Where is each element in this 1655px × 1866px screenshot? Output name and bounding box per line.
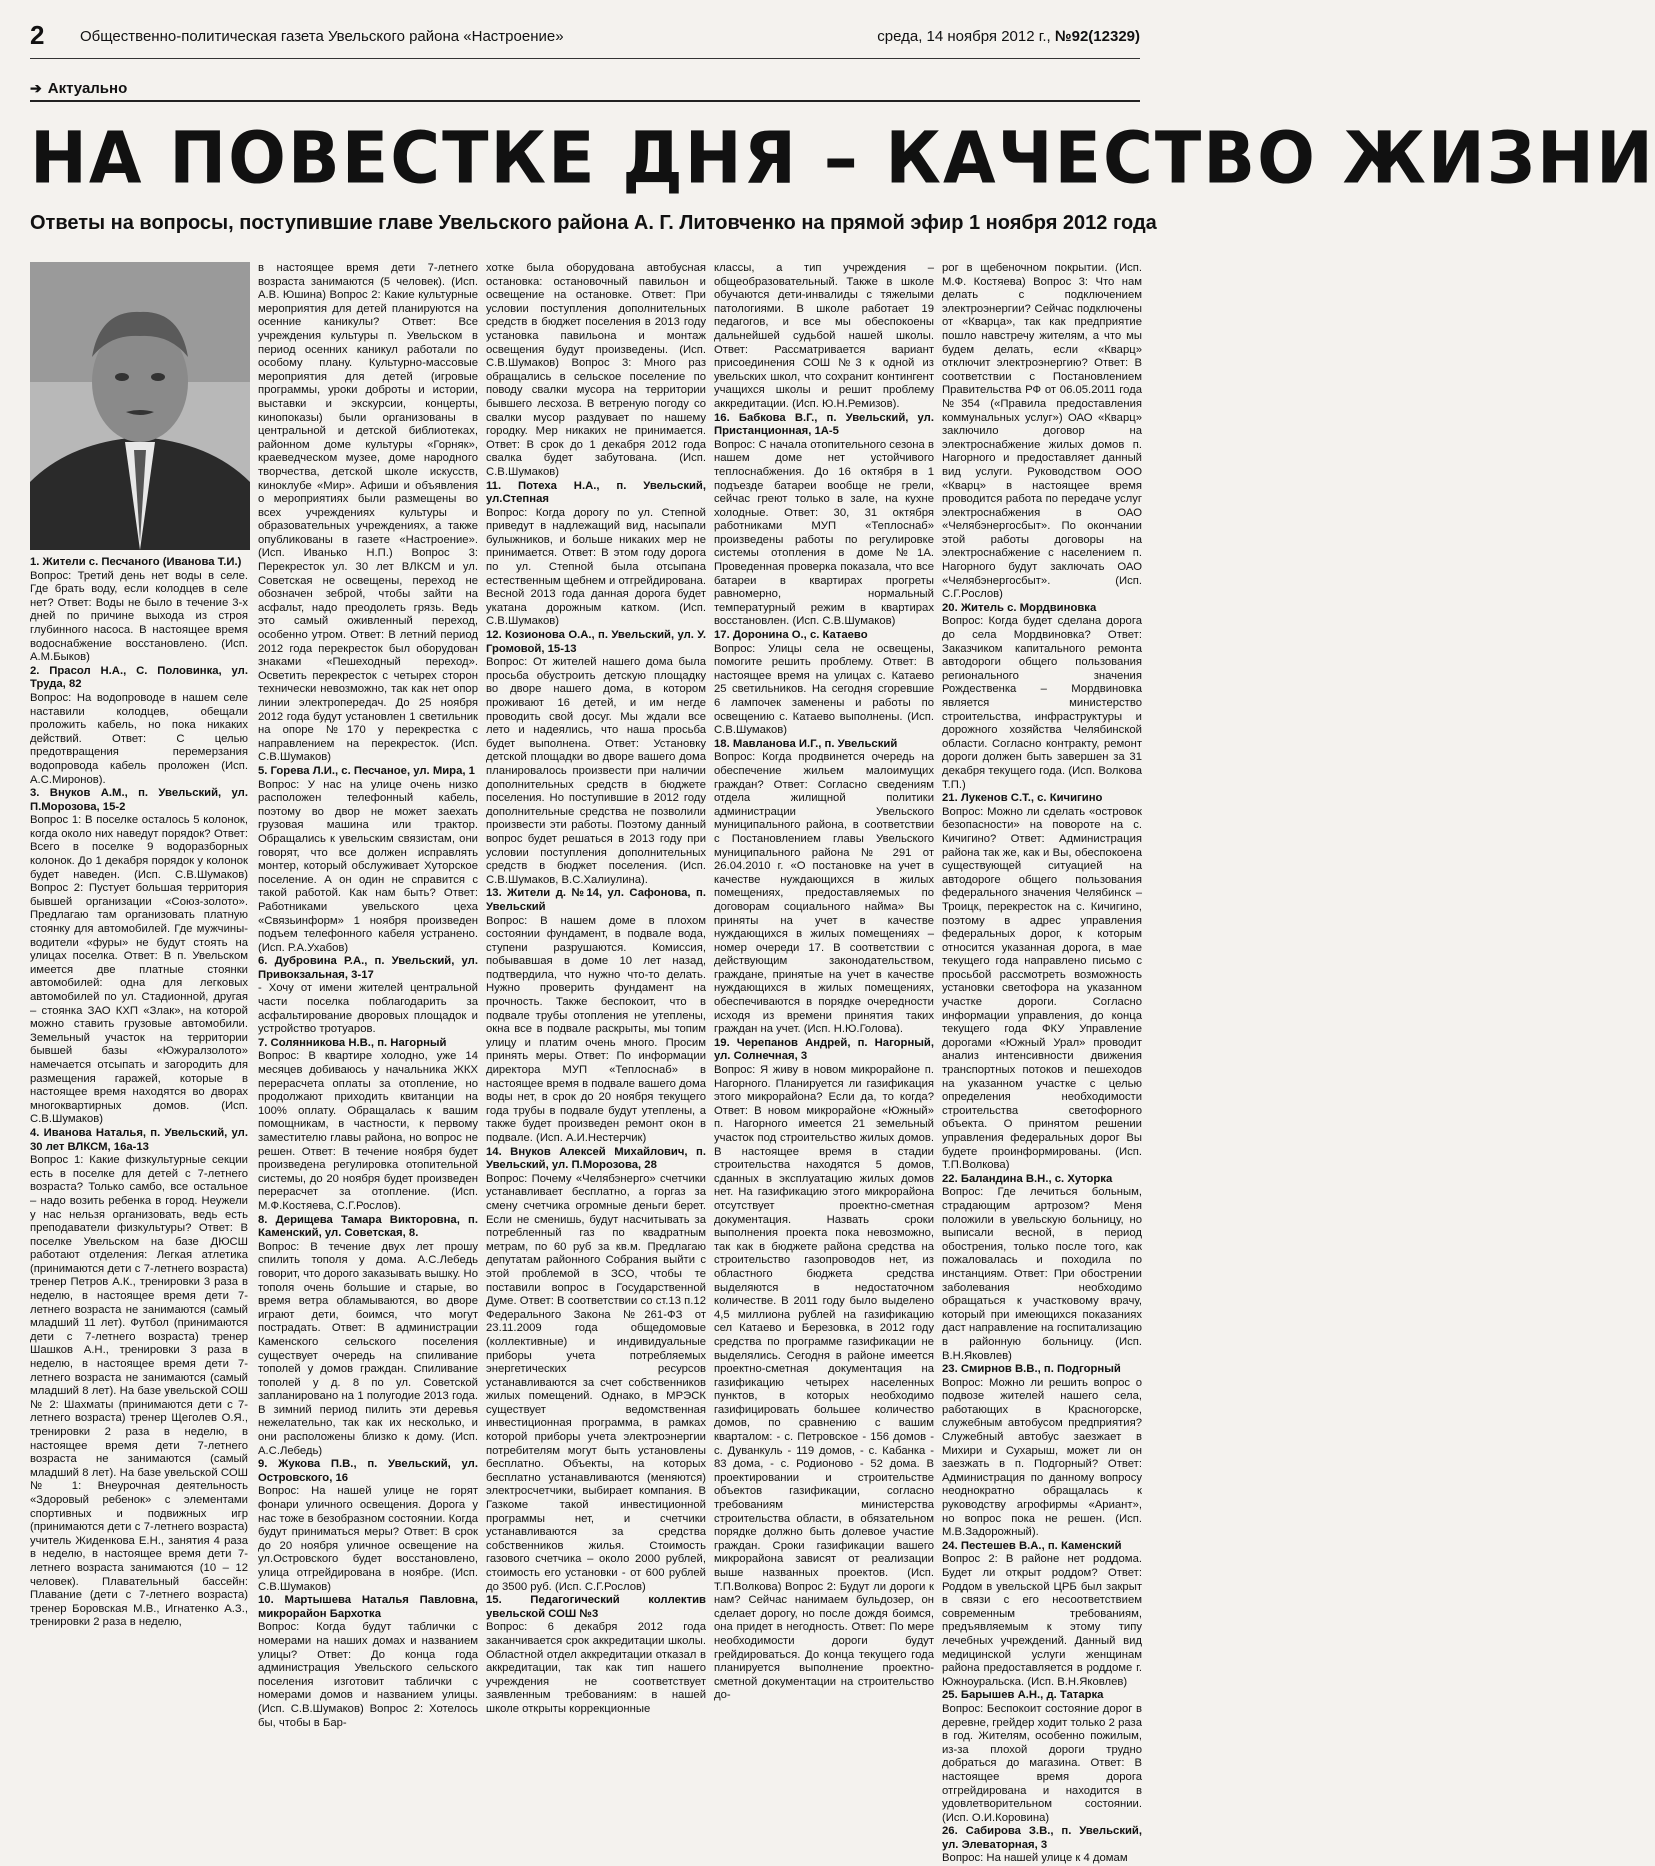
question-author-heading: 25. Барышев А.Н., д. Татарка <box>942 1689 1104 1702</box>
question-answer-text: Вопрос: Можно ли сделать «островок безопасности» на повороте на с. Кичигино? Ответ: Администрация района так же, как и Вы, обеспокоена существующей ситуацией на автодороге общего пользования федерального значения Челябинск – Троицк, перекресток на с. Кичигино, поэтому в адрес управления федеральных дорог, к которым относится указанная дорога, в мае текущего года направлено письмо с просьбой рассмотреть возможность установки светофора на указанном участке дороги. Согласно информации управления, до конца текущего года ФКУ Управление дорогами «Южный Урал» проводит анализ интенсивности движения транспортных потоков и пешеходов на указанном участке с целью определения необходимости строительства светофорного объекта. О принятом решении управления федеральных дорог Вы будете проинформированы. (Исп. Т.П.Волкова) <box>942 805 1142 1172</box>
question-answer-text: Вопрос: Почему «Челябэнерго» счетчики устанавливает бесплатно, а горгаз за смену счетчика огромные деньги берет. Если не сменишь, будут насчитывать за потребленный газ по квадратным метрам, по 60 руб за кв.м. Предлагаю депутатам районного Собрания выйти с этой проблемой в ЗСО, чтобы те поставили вопрос в Государственной Думе. Ответ: В соответствии со ст.13 п.12 Федерального Закона №261-ФЗ от 23.11.2009 года общедомовые (коллективные) и индивидуальные приборы учета потребляемых энергетических ресурсов устанавливаются за счет собственников жилых помещений. Однако, в МРЭСК существует ведомственная инвестиционная программа, в рамках которой приборы учета электроэнергии потребителям могут быть установлены бесплатно. Объекты, на которых бесплатно устанавливаются (меняются) электросчетчики, выбирает компания. В Газкоме такой инвестиционной программы нет, и счетчики устанавливаются за средства собственников жилья. Стоимость газового счетчика – около 2000 рублей, стоимость его установки - от 600 рублей до 3500 руб. (Исп. С.Г.Рослов) <box>486 1172 706 1593</box>
rubric-label: Актуально <box>47 80 128 97</box>
question-author-heading: 8. Дерищева Тамара Викторовна, п. Каменский, ул. Советская, 8. <box>258 1213 478 1240</box>
question-author-heading: 17. Доронина О., с. Катаево <box>714 629 868 642</box>
article-column-5 <box>942 262 1142 1865</box>
header-divider <box>30 58 1140 59</box>
question-answer-text: Вопрос: Я живу в новом микрорайоне п. Нагорного. Планируется ли газификация этого микрорайона? Если да, то когда? Ответ: В новом микрорайоне «Южный» п. Нагорного имеется 21 земельный участок под строительство жилых домов. В настоящее время в стадии строительства находятся 5 домов, сданных в эксплуатацию жилых домов нет. На газификацию этого микрорайона отсутствует проектно-сметная документация. Назвать сроки выполнения проекта пока невозможно, так как в бюджете района средства на строительство газопроводов нет, из областного бюджета средства выделяются в недостаточном количестве. В 2011 году было выделено 4,5 миллиона рублей на газификацию сел Катаево и Березовка, в 2012 году средства по программе газификации не выделялись. Сегодня в районе имеется проектно-сметная документация на газификацию четырех населенных пунктов, в которых необходимо газифицировать большее количество домов, по сравнению с вашим кварталом: - с. Петровское - 156 домов - с. Дуванкуль - 119 домов, - с. Кабанка - 83 дома, - с. Родионово - 52 дома. В проектировании и строительстве объектов газификации, согласно требованиям министерства строительства области, в обязательном порядке должно быть долевое участие граждан. Сроки газификации вашего микрорайона зависят от реализации выше названных проектов. (Исп. Т.П.Волкова) Вопрос 2: Будут ли дороги к нам? Сейчас нанимаем бульдозер, он сделает дорогу, но после дождя боимся, она придет в негодность. Ответ: По мере необходимости дороги будут грейдироваться. До конца текущего года планируется выполнение проектно-сметной документации на строительство до- <box>714 1064 934 1702</box>
question-answer-text: Вопрос 1: Какие физкультурные секции есть в поселке для детей с 7-летнего возраста? Только самбо, все остальное – надо возить ребенка в город. Неужели у нас нельзя организовать, ведь есть преподаватели физкультуры? Ответ: В поселке Увельском на базе ДЮСШ работают отделения: Легкая атлетика (принимаются дети с 7-летнего возраста) тренер Петров А.К., тренировки 3 раза в неделю, в настоящее время дети 7-летнего возраста не занимаются (самый младший 11 лет). Футбол (принимаются дети с 7-летнего возраста) тренер Шашков А.Н., тренировки 3 раза в неделю, в настоящее время дети 7-летнего возраста не занимаются (самый младший 8 лет). На базе увельской СОШ № 2: Шахматы (принимаются дети с 7-летнего возраста) тренер Щеголев О.Я., тренировки 2 раза в неделю, в настоящее время дети 7-летнего возраста не занимаются (самый младший 8 лет). На базе увельской СОШ № 1: Внеурочная деятельность «Здоровый ребенок» с элементами спортивных и подвижных игр (принимаются дети с 7-летнего возраста) учитель Жиденкова Е.Н., занятия 4 раза в неделю, в настоящее время дети 7-летнего возраста занимаются (10 – 12 человек). Плавательный бассейн: Плавание (дети с 7-летнего возраста) тренер Боровская М.В., Игнатенко А.З., тренировки 2 раза в неделю, <box>30 1154 248 1629</box>
question-answer-text: Вопрос: Можно ли решить вопрос о подвозе жителей нашего села, работающих в Красногорске, служебным автобусом предприятия? Служебный автобус заезжает в Михири и Сухарыш, может ли он заезжать в п. Подгорный? Ответ: Администрация по данному вопросу неоднократно обращалась к руководству агрофирмы «Ариант», но вопрос пока не решен. (Исп. М.В.Задорожный). <box>942 1376 1142 1539</box>
subheadline: Ответы на вопросы, поступившие главе Увельского района А. Г. Литовченко на прямой эфир 1 ноября 2012 года <box>30 212 1157 234</box>
question-author-heading: 9. Жукова П.В., п. Увельский, ул. Островского, 16 <box>258 1458 478 1484</box>
question-author-heading: 18. Мавланова И.Г., п. Увельский <box>714 737 898 750</box>
question-author-heading: 24. Пестешев В.А., п. Каменский <box>942 1539 1122 1552</box>
question-answer-text: Вопрос: Когда дорогу по ул. Степной приведут в надлежащий вид, насыпали булыжников, и больше никаких мер не принимается. Ответ: В этом году дорога по ул. Степной была отсыпана естественным щебнем и отгрейдирована. Весной 2013 года данная дорога будет укатана дорожным катком. (Исп. С.В.Шумаков) <box>486 506 706 628</box>
question-author-heading: 12. Козионова О.А., п. Увельский, ул. У. Громовой, 15-13 <box>486 629 706 655</box>
page-header <box>30 20 1140 50</box>
question-author-heading: 16. Бабкова В.Г., п. Увельский, ул. Пристанционная, 1А-5 <box>714 411 934 438</box>
question-author-heading: 3. Внуков А.М., п. Увельский, ул. П.Морозова, 15-2 <box>30 787 248 813</box>
question-author-heading: 14. Внуков Алексей Михайлович, п. Увельский, ул. П.Морозова, 28 <box>486 1145 706 1172</box>
question-author-heading: 2. Прасол Н.А., С. Половинка, ул. Труда, 82 <box>30 664 248 691</box>
question-answer-text: Вопрос: Когда будут таблички с номерами на наших домах и названием улицы? Ответ: До конца года администрация Увельского сельского поселения изготовит таблички с номерами домов и названием улицы. (Исп. С.В.Шумаков) Вопрос 2: Хотелось бы, чтобы в Бар- <box>258 1621 478 1729</box>
question-author-heading: 5. Горева Л.И., с. Песчаное, ул. Мира, 1 <box>258 764 475 777</box>
issue-number: №92(12329) <box>1054 28 1140 45</box>
question-answer-text: Вопрос: В нашем доме в плохом состоянии фундамент, в подвале вода, ступени разрушаются. Комиссия, побывавшая в доме 10 лет назад, подтвердила, что нужно что-то делать. Нужно проверить фундамент на прочность. Также беспокоит, что в подвале трубы отопления не утеплены, окна все в подвале раскрыты, мы топим улицу и платим очень много. Просим принять меры. Ответ: По информации директора МУП «Теплоснаб» в настоящее время в подвале вашего дома воды нет, в срок до 20 ноября текущего года трубы в подвале будут утеплены, а также будет произведен ремонт окон в подвале. (Исп. А.И.Нестерчик) <box>486 914 706 1144</box>
official-photo <box>30 262 250 550</box>
question-answer-text: Вопрос 2: В районе нет роддома. Будет ли открыт роддом? Ответ: Роддом в увельской ЦРБ был закрыт в связи с его несоответствием современным требованиям, предъявляемым к этому типу лечебных учреждений. Данный вид медицинской услуги женщинам района предоставляется в роддоме г. Южноуральска. (Исп. В.Н.Яковлев) <box>942 1553 1142 1688</box>
question-answer-text: Вопрос: Когда продвинется очередь на обеспечение жильем малоимущих граждан? Ответ: Согласно сведениям отдела жилищной политики администрации Увельского муниципального района, в соответствии с Постановлением главы Увельского муниципального района № 291 от 26.04.2010 г. «О постановке на учет в качестве нуждающихся в жилых помещениях, предоставляемых по договорам социального найма» Вы приняты на учет в качестве нуждающихся в жилых помещениях – номер очереди 17. В соответствии с действующим законодательством, граждане, принятые на учет в качестве нуждающихся в жилых помещениях, обеспечиваются в порядке очередности исходя из времени принятия таких граждан на учет. (Исп. Н.Ю.Голова). <box>714 751 934 1036</box>
question-answer-text: Вопрос: Где лечиться больным, страдающим артрозом? Меня положили в увельскую больницу, но выписали весной, в период обострения, только после того, как пожаловалась и походила по инстанциям. Ответ: При обострении заболевания необходимо обращаться к участковому врачу, который при имеющихся показаниях даст направление на госпитализацию в районную больницу. (Исп. В.Н.Яковлев) <box>942 1186 1142 1362</box>
question-author-heading: 20. Житель с. Мордвиновка <box>942 601 1097 614</box>
question-answer-text: Вопрос: От жителей нашего дома была просьба обустроить детскую площадку во дворе нашего дома, в котором проживают 16 детей, и им негде проводить свой досуг. Мы ждали все лето и надеялись, что наша просьба будет выполнена. Ответ: Установку детской площадки во дворе вашего дома планировалось произвести при наличии дополнительных средств в бюджете поселения. Но поступившие в 2012 году дополнительные средства не позволили произвести эти работы. Поэтому данный вопрос будет решаться в 2013 году при условии поступления дополнительных средств в бюджет поселения. (Исп. С.В.Шумаков, В.С.Халиулина). <box>486 656 706 886</box>
question-answer-text: Вопрос: На водопроводе в нашем селе наставили колодцев, обещали проложить кабель, но пока никаких действий. Ответ: С целью предотвращения перемерзания водопровода кабель проложен (Исп. А.С.Миронов). <box>30 691 248 786</box>
question-answer-text: Вопрос: На нашей улице не горят фонари уличного освещения. Дорога у нас тоже в безобразном состоянии. Когда будут приниматься меры? Ответ: В срок до 20 ноября уличное освещение на ул.Островского будет восстановлено, улица отгрейдирована в ноябре. (Исп. С.В.Шумаков) <box>258 1485 478 1593</box>
question-author-heading: 13. Жители д. №14, ул. Сафонова, п. Увельский <box>486 887 706 913</box>
question-answer-text: в настоящее время дети 7-летнего возраста занимаются (5 человек). (Исп. А.В. Юшина) Вопрос 2: Какие культурные мероприятия для детей планируются на осенние каникулы? Ответ: Все учреждения культуры п. Увельском в период осенних каникул работали по особому плану. Культурно-массовые мероприятия для детей (игровые программы, уроки доброты и истории, выставки и экскурсии, концерты, кинопоказы) были организованы в центральной и детской библиотеках, районном доме культуры «Горняк», краеведческом музее, доме народного творчества, детской школе искусств, киноклубе «Мир». Афиши и объявления о мероприятиях были размещены во всех учреждениях культуры и образовательных учреждениях, а также опубликованы в газете «Настроение». (Исп. Иванько Н.П.) Вопрос 3: Перекресток ул. 30 лет ВЛКСМ и ул. Советская не освещены, переход не обозначен зеброй, чтобы зайти на асфальт, надо преодолеть грязь. Ведь это самый оживленный переход, особенно утром. Ответ: В летний период 2012 года перекресток был оборудован знаками «Пешеходный переход». Осветить перекресток с четырех сторон технически невозможно, так как нет опор линии электропередач. До 25 ноября 2012 года будут установлен 1 светильник на опоре №170 у перекрестка с направлением на перекресток. (Исп. С.В.Шумаков) <box>258 262 478 764</box>
arrow-icon: ➔ <box>30 80 42 96</box>
page-number: 2 <box>30 20 45 50</box>
article-column-3 <box>486 262 706 1715</box>
question-answer-text: Вопрос: Третий день нет воды в селе. Где брать воду, если колодцев в селе нет? Ответ: Воды не было в течение 3-х дней по причине выхода из строя глубинного насоса. В настоящее время водоснабжение восстановлено. (Исп. А.М.Быков) <box>30 569 248 664</box>
question-answer-text: Вопрос: В течение двух лет прошу спилить тополя у дома. А.С.Лебедь говорит, что дорого заказывать вышку. Но тополя очень большие и старые, во время ветра обламываются, во дворе играют дети, боимся, что могут пострадать. Ответ: В администрации Каменского сельского поселения существует очередь на спиливание тополей у домов граждан. Спиливание тополей у д. 8 по ул. Советской запланировано на 1 полугодие 2013 года. В зимний период пилить эти деревья нежелательно, так как их несколько, и они расположены близко к дому. (Исп. А.С.Лебедь) <box>258 1240 478 1457</box>
question-author-heading: 23. Смирнов В.В., п. Подгорный <box>942 1363 1121 1376</box>
question-author-heading: 22. Баландина В.Н., с. Хуторка <box>942 1172 1113 1185</box>
question-answer-text: классы, а тип учреждения – общеобразовательный. Также в школе обучаются дети-инвалиды с тяжелыми патологиями. В школе работает 19 педагогов, и все мы обеспокоены дальнейшей судьбой нашей школы. Ответ: Рассматривается вариант присоединения СОШ №3 к одной из увельских школ, что сохранит контингент учащихся школы и решит проблему аккредитации. (Исп. Ю.Н.Ремизов). <box>714 262 934 410</box>
date-text: среда, 14 ноября 2012 г., <box>877 28 1051 45</box>
question-answer-text: Вопрос: Когда будет сделана дорога до села Мордвиновка? Ответ: Заказчиком капитального ремонта автодороги общего пользования регионального значения Рождественка – Мордвиновка является министерство строительства, инфраструктуры и дорожного хозяйства Челябинской области. Согласно контракту, ремонт дороги должен быть завершен за 31 декабря текущего года. (Исп. Волкова Т.П.) <box>942 615 1142 791</box>
question-author-heading: 19. Черепанов Андрей, п. Нагорный, ул. Солнечная, 3 <box>714 1036 934 1063</box>
question-author-heading: 10. Мартышева Наталья Павловна, микрорайон Бархотка <box>258 1594 478 1620</box>
question-answer-text: хотке была оборудована автобусная остановка: остановочный павильон и освещение на остановке. Ответ: При условии поступления дополнительных средств в бюджет поселения в 2013 году установка павильона и монтаж освещения будут произведены. (Исп. С.В.Шумаков) Вопрос 3: Много раз обращались в сельское поселение по поводу свалки мусора на территории бывшего лесхоза. В ветреную погоду со свалки мусор раздувает по нашему городку. Мер никаких не принимается. Ответ: В срок до 1 декабря 2012 года свалка будет забутована. (Исп. С.В.Шумаков) <box>486 262 706 478</box>
headline: НА ПОВЕСТКЕ ДНЯ – КАЧЕСТВО ЖИЗНИ <box>30 117 1655 201</box>
question-author-heading: 6. Дубровина Р.А., п. Увельский, ул. Привокзальная, 3-17 <box>258 955 478 981</box>
question-answer-text: - Хочу от имени жителей центральной части поселка поблагодарить за асфальтирование дворовых площадок и устройство тротуаров. <box>258 982 478 1036</box>
question-answer-text: Вопрос: На нашей улице к 4 домам <box>942 1852 1128 1865</box>
question-author-heading: 11. Потеха Н.А., п. Увельский, ул.Степная <box>486 479 706 506</box>
question-author-heading: 21. Лукенов С.Т., с. Кичигино <box>942 792 1103 805</box>
question-answer-text: рог в щебеночном покрытии. (Исп. М.Ф. Костяева) Вопрос 3: Что нам делать с подключением электроэнергии? Сейчас подключены от «Кварца», так как предприятие пошло навстречу жителям, а что мы будем делать, если «Кварц» отключит электроэнергию? Ответ: В соответствии с Постановлением Правительства РФ от 06.05.2011 года №354 («Правила предоставления коммунальных услуг») ОАО «Кварц» заключило договор на электроснабжение жилых домов п. Нагорного и предоставляет данный вид услуги. Руководством ООО «Кварц» в настоящее время проводится работа по передаче услуг электроснабжения в ОАО «Челябэнергосбыт». По окончании этой работы договоры на электроснабжение с населением п. Нагорного будут заключать ОАО «Челябэнергосбыт». (Исп. С.Г.Рослов) <box>942 262 1142 601</box>
question-answer-text: Вопрос: Улицы села не освещены, помогите решить проблему. Ответ: В настоящее время на улицах с. Катаево 25 светильников. На сегодня сгоревшие 6 лампочек заменены и работы по освещению с. Катаево выполнены. (Исп. С.В.Шумаков) <box>714 642 934 737</box>
question-answer-text: Вопрос: С начала отопительного сезона в нашем доме нет устойчивого теплоснабжения. До 16 октября в 1 подъезде батареи вообще не грели, сейчас греют только в зале, на кухне холодные. Ответ: 30, 31 октября работниками МУП «Теплоснаб» произведены работы по регулировке системы отопления в доме №1А. Проведенная проверка показала, что все батареи в квартирах прогреты равномерно, нормальный температурный режим в квартирах восстановлен. (Исп. С.В.Шумаков) <box>714 438 934 628</box>
question-answer-text: Вопрос: 6 декабря 2012 года заканчивается срок аккредитации школы. Областной отдел аккредитации отказал в аккредитации, так как тип нашего учреждения не соответствует заявленным требованиям: в нашей школе открыты коррекционные <box>486 1621 706 1715</box>
issue-date <box>877 28 1140 45</box>
rubric-divider <box>30 100 1140 102</box>
article-column-1 <box>30 556 248 1632</box>
newspaper-title: Общественно-политическая газета Увельского района «Настроение» <box>80 28 564 45</box>
question-author-heading: 26. Сабирова З.В., п. Увельский, ул. Элеваторная, 3 <box>942 1825 1142 1851</box>
question-answer-text: Вопрос: В квартире холодно, уже 14 месяцев добиваюсь у начальника ЖКХ перерасчета оплаты за отопление, но продолжают приходить квитанции на 100% оплату. Обращалась к вашим помощникам, в частности, к первому заместителю главы района, но вопрос не решен. Ответ: В течение ноября будет произведена регулировка отопительной системы, до 20 ноября будет произведен перерасчет за отопление. (Исп. М.Ф.Костяева, С.Г.Рослов). <box>258 1050 478 1212</box>
question-answer-text: Вопрос: У нас на улице очень низко расположен телефонный кабель, поэтому во двор не может заехать грузовая машина или трактор. Обращались к увельским связистам, они говорят, что все должен исправлять монтер, который обслуживает Хуторское поселение. А он один не справится с такой работой. Как нам быть? Ответ: Работниками увельского цеха «Связьинформ» 1 ноября произведен подъем телефонного кабеля устранено. (Исп. Р.А.Ухабов) <box>258 778 478 954</box>
question-author-heading: 15. Педагогический коллектив увельской СОШ №3 <box>486 1594 706 1620</box>
question-author-heading: 1. Жители с. Песчаного (Иванова Т.И.) <box>30 556 242 568</box>
question-author-heading: 4. Иванова Наталья, п. Увельский, ул. 30 лет ВЛКСМ, 16а-13 <box>30 1126 248 1153</box>
question-author-heading: 7. Солянникова Н.В., п. Нагорный <box>258 1036 447 1049</box>
question-answer-text: Вопрос 1: В поселке осталось 5 колонок, когда около них наведут порядок? Ответ: Всего в поселке 9 водоразборных колонок. До 1 декабря порядок у колонок будет наведен. (Исп. С.В.Шумаков) Вопрос 2: Пустует большая территория бывшей организации «Союз-золото». Предлагаю там организовать платную стоянку для автомобилей. Где мужчины-водители «фуры» не будут стоять на улицах поселка. Ответ: В п. Увельском имеется две платные стоянки автомобилей: одна для легковых автомобилей по ул. Стадионной, другая – стоянка ЗАО КХП «Злак», на которой можно ставить грузовые автомобили. Земельный участок на территории бывшей базы «Южуралзолото» намечается отсыпать и загородить для размещения гаражей, которые в настоящее время находятся во дворах многоквартирных домов. (Исп. С.В.Шумаков) <box>30 814 248 1126</box>
article-column-4 <box>714 262 934 1702</box>
question-answer-text: Вопрос: Беспокоит состояние дорог в деревне, грейдер ходит только 2 раза в год. Жителям, особенно пожилым, из-за плохой дороги трудно добраться до магазина. Ответ: В настоящее время дорога отгрейдирована и находится в удовлетворительном состоянии. (Исп. О.И.Коровина) <box>942 1702 1142 1824</box>
rubric <box>30 80 127 97</box>
article-column-2 <box>258 262 478 1729</box>
